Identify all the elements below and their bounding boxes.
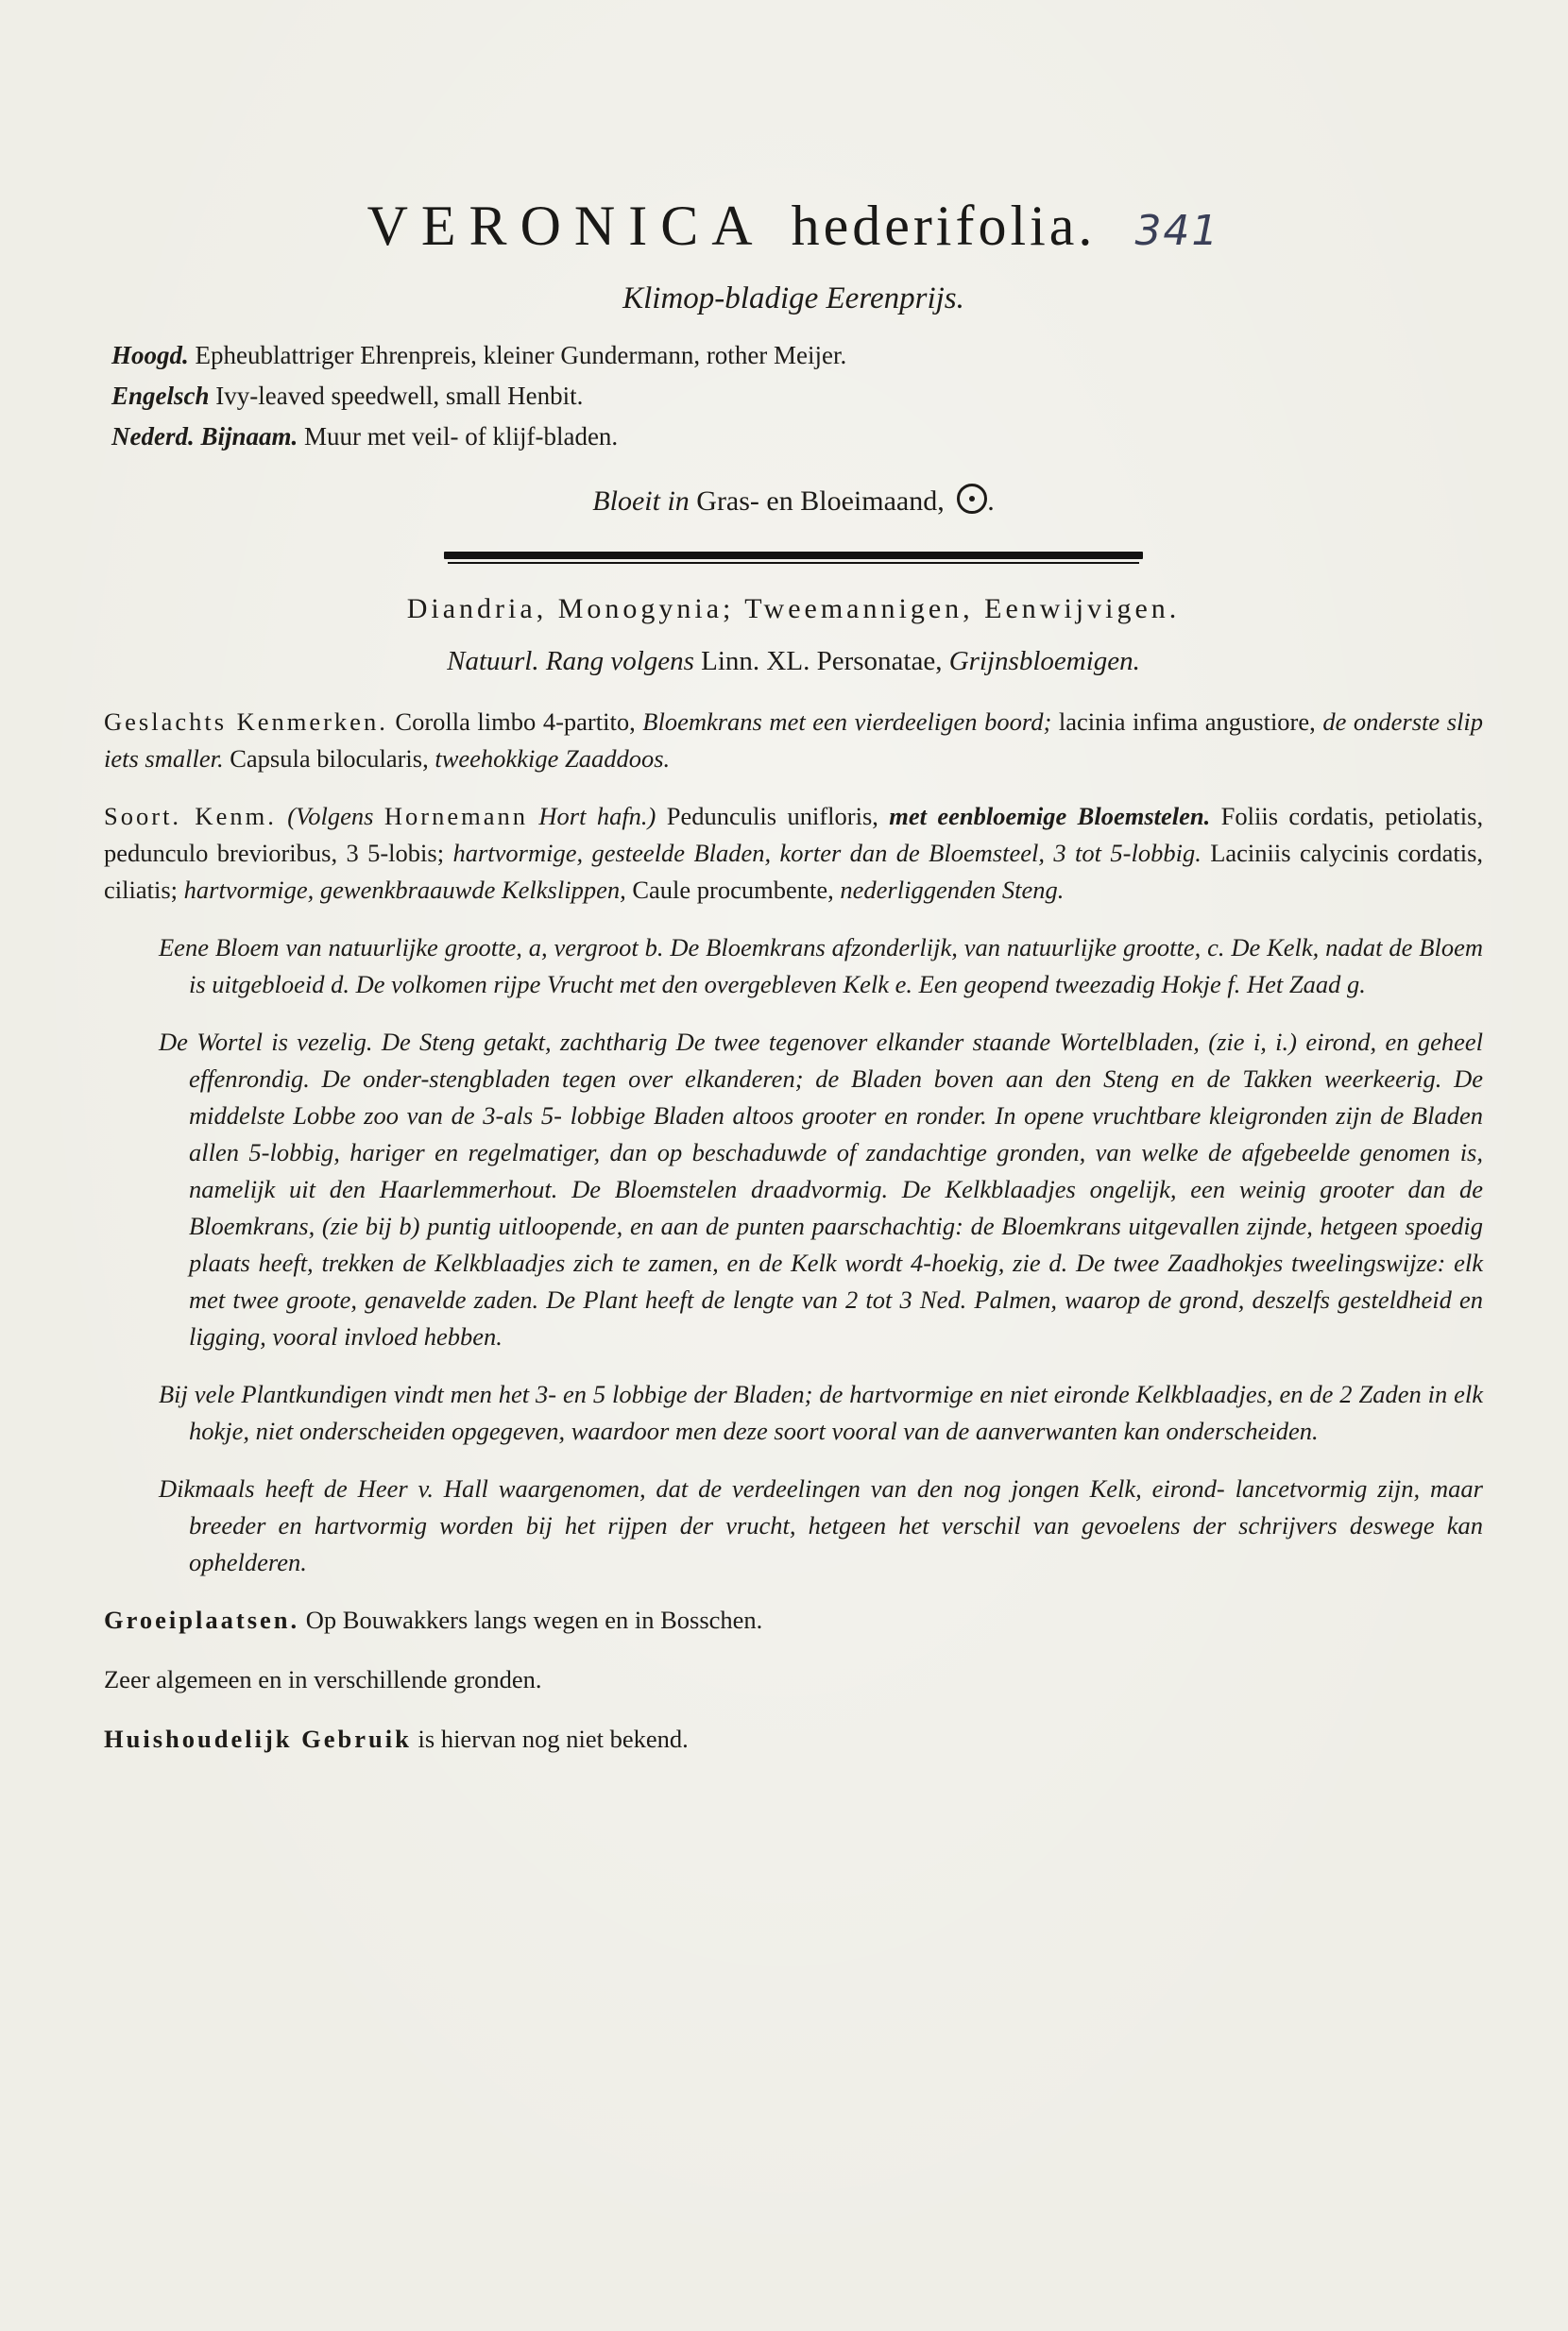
name-lang: Engelsch — [111, 382, 210, 410]
species-dutch-4: nederliggenden Steng. — [840, 876, 1065, 904]
genus-dutch-1: Bloemkrans met een vierdeeligen boord; — [642, 707, 1052, 736]
name-line-dutch — [111, 417, 1483, 457]
species-latin-3: Laciniis calycinis cordatis, ciliatis; — [104, 839, 1484, 904]
vernacular-names — [111, 335, 1483, 457]
household-text: is hiervan nog niet bekend. — [418, 1725, 689, 1753]
handwritten-plate-number: 341 — [1134, 207, 1220, 255]
bloom-months: Gras- en Bloeimaand, — [696, 485, 945, 517]
species-dutch-2: hartvormige, gesteelde Bladen, korter dan de Bloemsteel, 3 tot 5-lobbig. — [452, 839, 1202, 867]
genus-characters — [104, 704, 1483, 777]
species-title — [104, 194, 1483, 259]
name-text: Muur met veil- of klijf-bladen. — [304, 422, 619, 451]
name-text: Ivy-leaved speedwell, small Henbit. — [215, 382, 584, 410]
species-characters — [104, 798, 1483, 909]
figures-paragraph: Eene Bloem van natuurlijke grootte, a, vergroot b. De Bloemkrans afzonderlijk, van natuurlijke grootte, c. De Kelk, nadat de Bloem is uitgebloeid d. De volkomen rijpe Vrucht met den overgebleven Kelk e. Een geopend tweezadig Hokje f. Het Zaad g. — [159, 933, 1483, 998]
name-lang: Nederd. Bijnaam. — [111, 422, 298, 451]
species-dutch-1: met eenbloemige Bloemstelen. — [889, 802, 1211, 830]
description-body — [104, 704, 1483, 1758]
bloom-label: Bloeit in — [592, 485, 690, 517]
habitat-line — [104, 1602, 1483, 1639]
bloom-period: Bloeit in Gras- en Bloeimaand, . — [592, 485, 995, 517]
genus-latin-2: lacinia infima angustiore, — [1058, 707, 1316, 736]
dutch-common-name: Klimop-bladige Eerenprijs. — [622, 281, 964, 315]
genus-latin-1: Corolla limbo 4-partito, — [395, 707, 636, 736]
species-latin-2: Foliis cordatis, petiolatis, pedunculo brevioribus, 3 5-lobis; — [104, 802, 1484, 867]
linnaean-classification: Diandria, Monogynia; Tweemannigen, Eenwijvigen. — [406, 593, 1181, 624]
divider-rule — [444, 552, 1143, 565]
hall-paragraph: Dikmaals heeft de Heer v. Hall waargenomen, dat de verdeelingen van den nog jongen Kelk, eirond- lancetvormig zijn, maar breeder en hartvormig worden bij het rijpen der vrucht, hetgeen het verschil van gevoelens der schrijvers deswege kan ophelderen. — [159, 1474, 1483, 1576]
genus-latin-3: Capsula bilocularis, — [230, 744, 429, 773]
species-latin-4: Caule procumbente, — [632, 876, 834, 904]
botanists-paragraph: Bij vele Plantkundigen vindt men het 3- en 5 lobbige der Bladen; de hartvormige en niet eironde Kelkblaadjes, en de 2 Zaden in elk hokje, niet onderscheiden opgegeven, waardoor men deze soort vooral van de aanverwanten kan onderscheiden. — [159, 1380, 1483, 1445]
genus-label: Geslachts Kenmerken. — [104, 707, 388, 736]
species-work: Hort hafn.) — [538, 802, 656, 830]
genus-dutch-2: de onderste slip iets smaller. — [104, 707, 1484, 773]
habitat-label: Groeiplaatsen. — [104, 1606, 300, 1634]
divider-thin — [448, 562, 1139, 564]
species-epithet: hederifolia. — [791, 195, 1097, 257]
genus-dutch-3: tweehokkige Zaaddoos. — [435, 744, 671, 773]
household-label: Huishoudelijk Gebruik — [104, 1725, 412, 1753]
description-paragraph: De Wortel is vezelig. De Steng getakt, zachtharig De twee tegenover elkander staande Wortelbladen, (zie i, i.) eirond, en geheel effenrondig. De onder-stengbladen tegen over elkanderen; de Bladen boven aan den Steng en de Takken weerkeerig. De middelste Lobbe zoo van de 3-als 5- lobbige Bladen altoos grooter en ronder. In opene vruchtbare kleigronden zijn de Bladen allen 5-lobbig, hariger en regelmatiger, dan op beschaduwde of zandachtige gronden, van welke de afgebeelde genomen is, namelijk uit den Haarlemmerhout. De Bloemstelen draadvormig. De Kelkblaadjes ongelijk, een weinig grooter dan de Bloemkrans, (zie bij b) puntig uitloopende, en aan de punten paarschachtig: de Bloemkrans uitgevallen zijnde, hetgeen spoedig plaats heeft, trekken de Kelkblaadjes zich te zamen, en de Kelk wordt 4-hoekig, zie d. De twee Zaadhokjes tweelingswijze: elk met twee groote, genavelde zaden. De Plant heeft de lengte van 2 tot 3 Ned. Palmen, waarop de grond, deszelfs gesteldheid en ligging, vooral invloed hebben. — [159, 1028, 1483, 1351]
name-text: Epheublattriger Ehrenpreis, kleiner Gundermann, rother Meijer. — [195, 341, 847, 369]
divider-thick — [444, 552, 1143, 559]
natural-rank — [104, 646, 1483, 677]
annual-sign-icon — [957, 484, 987, 514]
page-content — [104, 194, 1483, 1780]
frequency-line: Zeer algemeen en in verschillende gronden. — [104, 1665, 542, 1693]
rank-text: Linn. XL. Personatae, — [701, 646, 943, 676]
species-source-open: (Volgens — [287, 802, 374, 830]
habitat-text: Op Bouwakkers langs wegen en in Bosschen. — [305, 1606, 763, 1634]
species-latin-1: Pedunculis unifloris, — [666, 802, 878, 830]
rank-label: Natuurl. Rang volgens — [447, 646, 694, 676]
name-line-german — [111, 335, 1483, 376]
species-label: Soort. Kenm. — [104, 802, 277, 830]
household-use-line — [104, 1721, 1483, 1758]
name-lang: Hoogd. — [111, 341, 189, 369]
rank-dutch: Grijnsbloemigen. — [948, 646, 1140, 676]
genus-name: VERONICA — [366, 195, 766, 257]
name-line-english — [111, 376, 1483, 417]
species-dutch-3: hartvormige, gewenkbraauwde Kelkslippen, — [183, 876, 626, 904]
species-author: Hornemann — [383, 802, 528, 830]
